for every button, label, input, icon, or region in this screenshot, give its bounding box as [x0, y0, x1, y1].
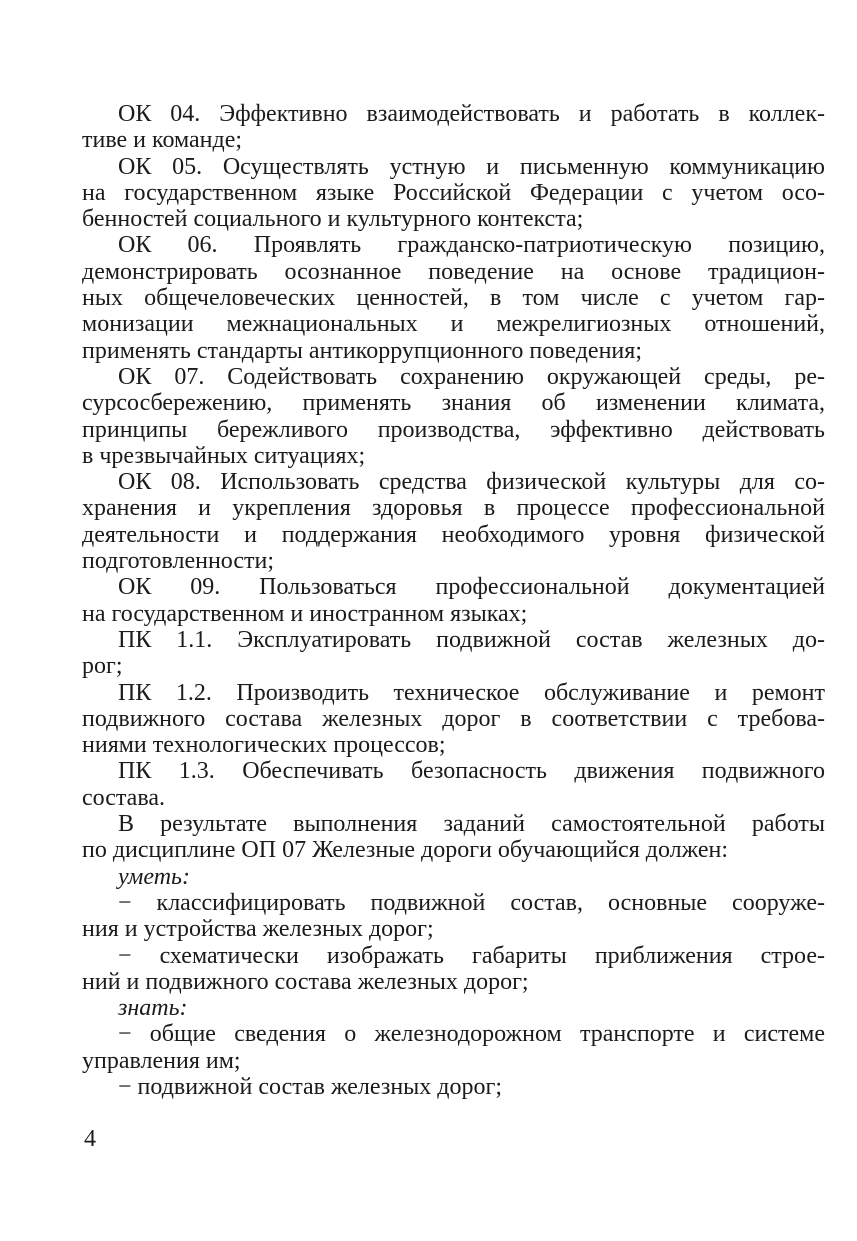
paragraph: [82, 101, 825, 154]
text-line: В результате выполнения заданий самостоятельной работы: [118, 811, 825, 838]
text-line: ниями технологических процессов;: [82, 732, 446, 759]
text-line: ния и устройства железных дорог;: [82, 916, 434, 943]
paragraph: [82, 627, 825, 680]
text-line: бенностей социального и культурного контекста;: [82, 206, 584, 233]
paragraph: [82, 680, 825, 759]
text-line: − подвижной состав железных дорог;: [118, 1073, 503, 1100]
text-line: по дисциплине ОП 07 Железные дороги обучающийся должен:: [82, 837, 729, 864]
paragraph: [82, 995, 825, 1021]
paragraph: [82, 811, 825, 864]
text-line: монизации межнациональных и межрелигиозных отношений,: [82, 311, 825, 338]
text-line: деятельности и поддержания необходимого уровня физической: [82, 521, 825, 548]
paragraph: [82, 943, 825, 996]
paragraph: [82, 864, 825, 890]
text-line: ОК 04. Эффективно взаимодействовать и работать в коллек-: [118, 101, 825, 127]
text-line: − схематически изображать габариты приближения строе-: [118, 942, 825, 969]
text-line: ных общечеловеческих ценностей, в том числе с учетом гар-: [82, 285, 825, 312]
text-line: ПК 1.1. Эксплуатировать подвижной состав железных до-: [118, 626, 825, 653]
text-line: знать:: [118, 995, 188, 1022]
text-line: подвижного состава железных дорог в соответствии с требова-: [82, 705, 825, 732]
text-line: сурсосбережению, применять знания об изменении климата,: [82, 390, 825, 417]
text-line: − классифицировать подвижной состав, основные сооруже-: [118, 889, 825, 916]
paragraph: [82, 1074, 825, 1100]
paragraph: [82, 154, 825, 233]
text-line: ОК 09. Пользоваться профессиональной документацией: [118, 574, 825, 601]
text-line: уметь:: [118, 863, 190, 890]
paragraph: [82, 890, 825, 943]
text-line: − общие сведения о железнодорожном транспорте и системе: [118, 1021, 825, 1048]
text-line: на государственном и иностранном языках;: [82, 600, 528, 627]
text-line: демонстрировать осознанное поведение на основе традицион-: [82, 258, 825, 285]
text-line: рог;: [82, 653, 123, 680]
text-line: хранения и укрепления здоровья в процессе профессиональной: [82, 495, 825, 522]
text-line: в чрезвычайных ситуациях;: [82, 442, 366, 469]
page-number: 4: [84, 1126, 96, 1152]
text-line: на государственном языке Российской Федерации с учетом осо-: [82, 179, 825, 206]
text-line: тиве и команде;: [82, 127, 243, 154]
text-line: ОК 06. Проявлять гражданско-патриотическую позицию,: [118, 232, 825, 259]
paragraph: [82, 574, 825, 627]
text-line: ПК 1.3. Обеспечивать безопасность движения подвижного: [118, 758, 825, 785]
text-line: ОК 08. Использовать средства физической культуры для со-: [118, 469, 825, 496]
text-line: ПК 1.2. Производить техническое обслуживание и ремонт: [118, 679, 825, 706]
text-line: ОК 07. Содействовать сохранению окружающей среды, ре-: [118, 363, 825, 390]
text-line: применять стандарты антикоррупционного поведения;: [82, 337, 642, 364]
text-line: принципы бережливого производства, эффективно действовать: [82, 416, 825, 443]
paragraph: [82, 232, 825, 363]
text-line: состава.: [82, 784, 166, 811]
paragraph: [82, 1021, 825, 1074]
text-line: управления им;: [82, 1047, 241, 1074]
paragraph: [82, 469, 825, 574]
text-line: ний и подвижного состава железных дорог;: [82, 968, 529, 995]
paragraph: [82, 364, 825, 469]
text-line: подготовленности;: [82, 548, 275, 575]
text-line: ОК 05. Осуществлять устную и письменную коммуникацию: [118, 153, 825, 180]
paragraph: [82, 758, 825, 811]
text-block: [82, 101, 825, 1100]
